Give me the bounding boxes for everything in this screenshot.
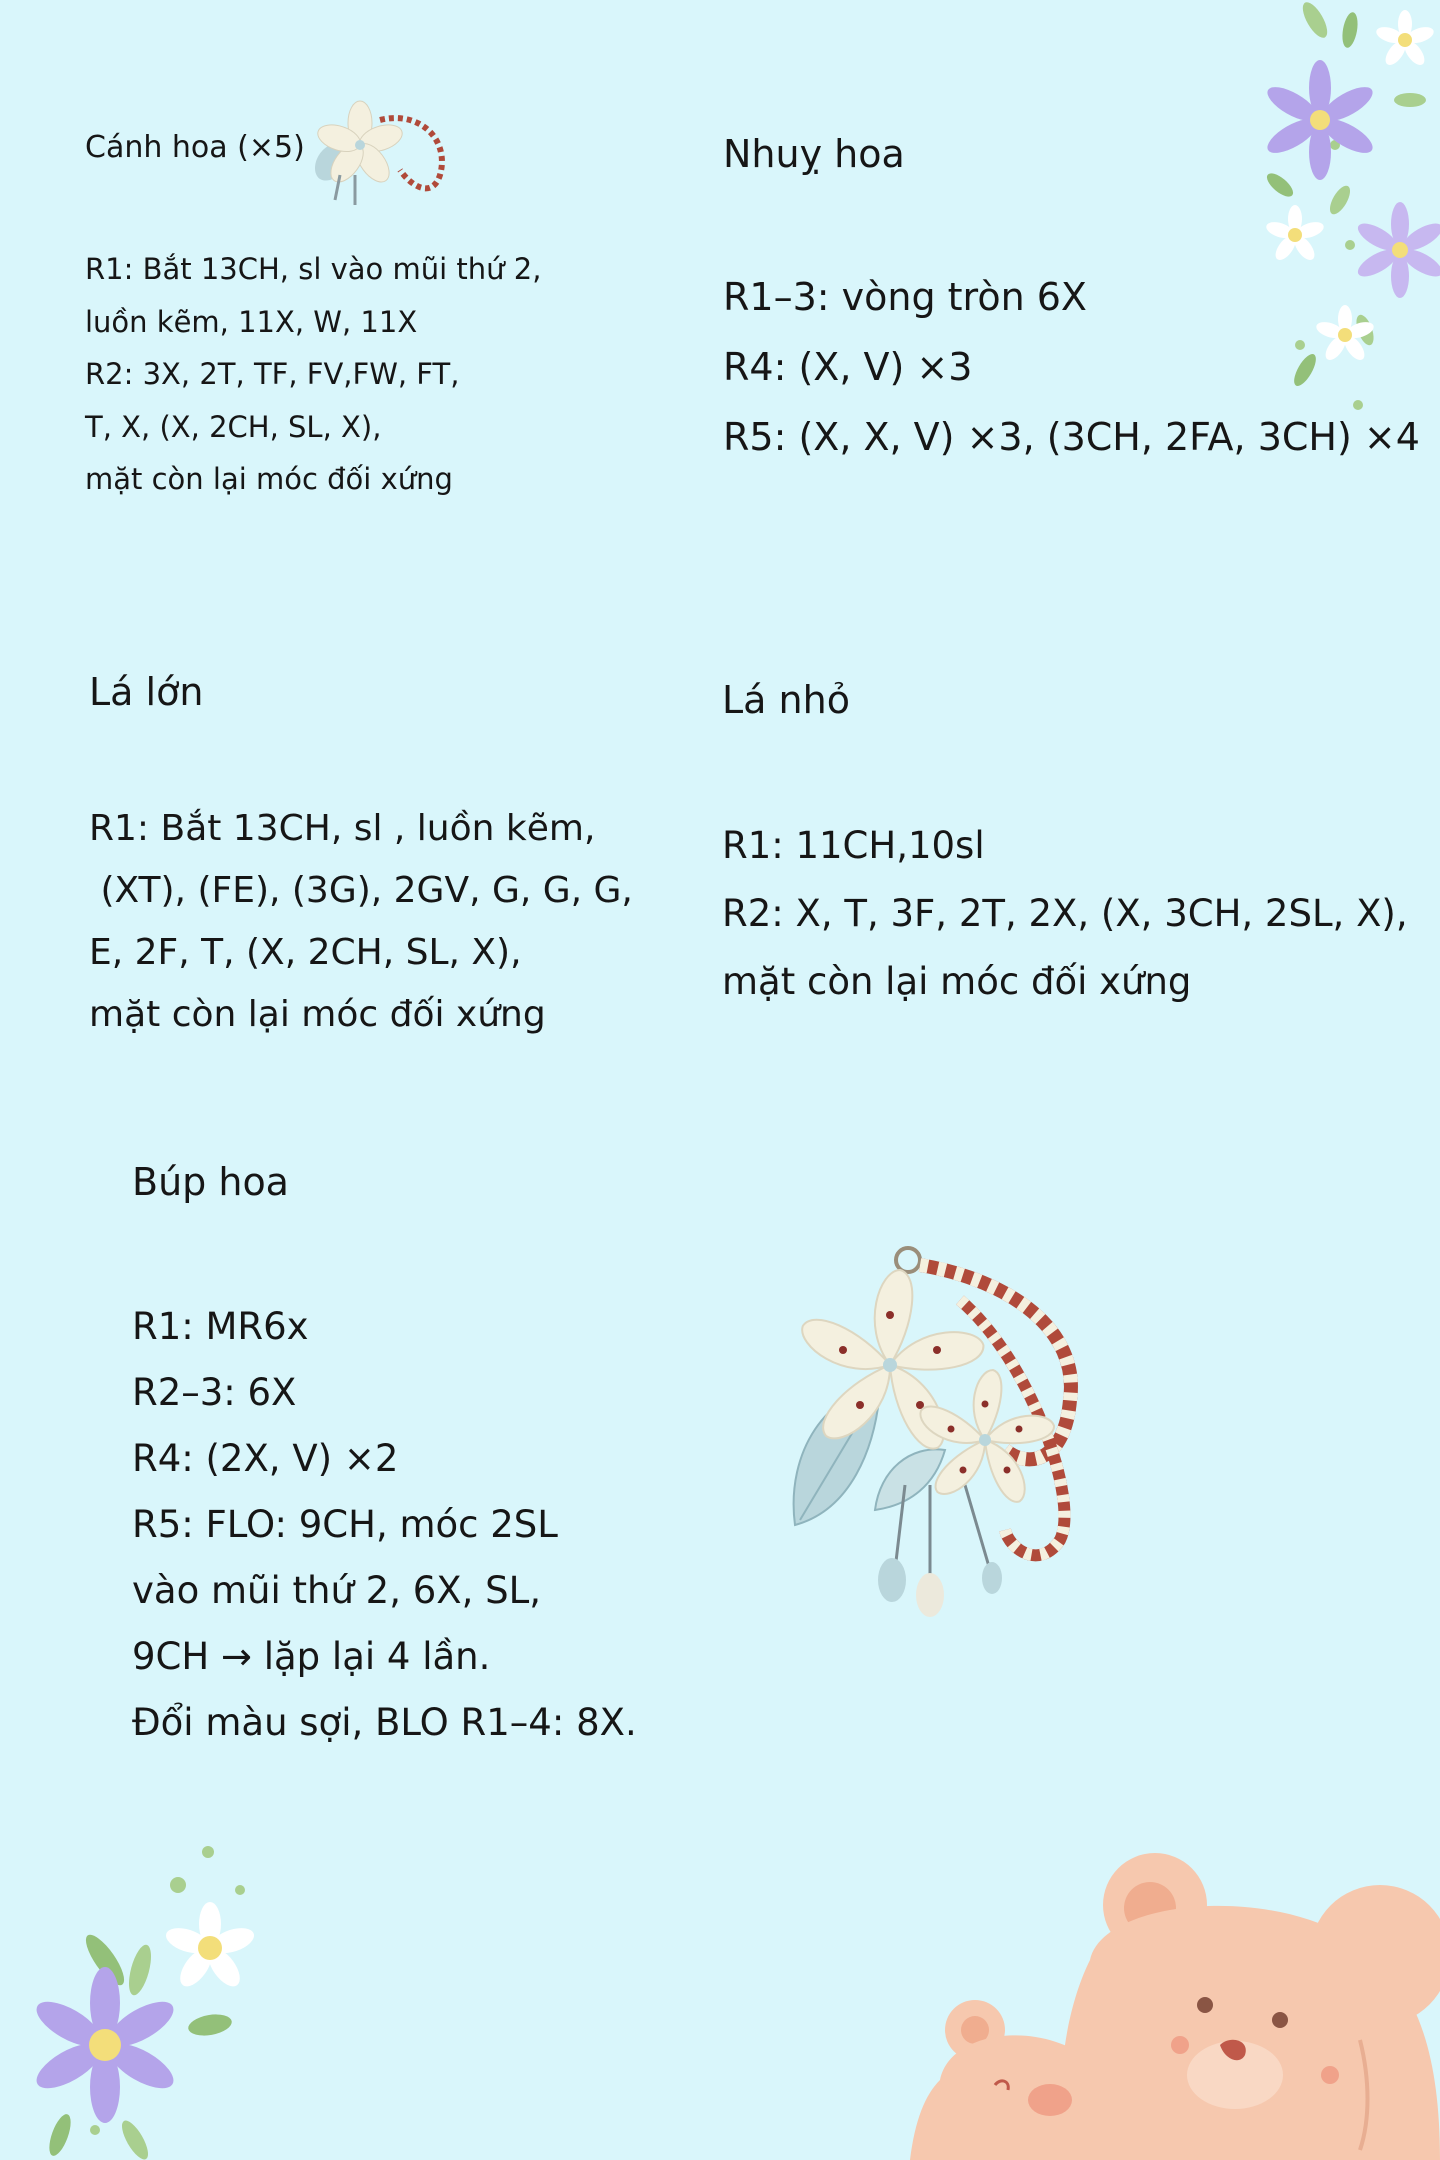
section-title: Lá nhỏ (722, 678, 850, 722)
section-la-lon (89, 670, 633, 1046)
pattern-line: R1: MR6x (132, 1305, 309, 1348)
section-body (722, 812, 1408, 1016)
pattern-line: R2–3: 6X (132, 1371, 297, 1414)
daisy-decoration-top-right (1240, 0, 1440, 420)
section-body (89, 798, 633, 1046)
section-title: Cánh hoa (×5) (85, 130, 305, 165)
section-body (85, 243, 541, 506)
pattern-line: R5: (X, X, V) ×3, (3CH, 2FA, 3CH) ×4 (723, 415, 1420, 459)
section-body (132, 1294, 637, 1756)
section-bup-hoa (132, 1160, 637, 1756)
small-flower-photo (300, 100, 450, 215)
pattern-line: R4: (X, V) ×3 (723, 345, 973, 389)
section-la-nho (722, 678, 1408, 1016)
pattern-line: R1–3: vòng tròn 6X (723, 275, 1087, 319)
pattern-line: (XT), (FE), (3G), 2GV, G, G, G, (89, 870, 633, 911)
pattern-line: 9CH → lặp lại 4 lần. (132, 1635, 491, 1678)
pattern-line: R1: Bắt 13CH, sl , luồn kẽm, (89, 808, 596, 849)
crochet-flower-keychain-photo (780, 1240, 1180, 1640)
section-title: Lá lớn (89, 670, 204, 714)
pattern-line: mặt còn lại móc đối xứng (722, 960, 1192, 1003)
pattern-line: R4: (2X, V) ×2 (132, 1437, 399, 1480)
pattern-line: E, 2F, T, (X, 2CH, SL, X), (89, 932, 522, 973)
pattern-line: vào mũi thứ 2, 6X, SL, (132, 1569, 542, 1612)
pattern-line: R2: 3X, 2T, TF, FV,FW, FT, (85, 357, 460, 391)
daisy-decoration-bottom-left (0, 1830, 280, 2160)
pattern-line: R5: FLO: 9CH, móc 2SL (132, 1503, 558, 1546)
pattern-line: luồn kẽm, 11X, W, 11X (85, 304, 418, 339)
pattern-line: R2: X, T, 3F, 2T, 2X, (X, 3CH, 2SL, X), (722, 892, 1408, 935)
section-title: Búp hoa (132, 1160, 289, 1204)
section-title: Nhuỵ hoa (723, 132, 905, 176)
pattern-line: mặt còn lại móc đối xứng (89, 994, 546, 1035)
pattern-line: mặt còn lại móc đối xứng (85, 462, 453, 496)
pattern-line: T, X, (X, 2CH, SL, X), (85, 409, 382, 444)
bear-decoration (900, 1850, 1440, 2160)
pattern-line: R1: 11CH,10sl (722, 824, 985, 867)
pattern-line: Đổi màu sợi, BLO R1–4: 8X. (132, 1701, 637, 1744)
pattern-line: R1: Bắt 13CH, sl vào mũi thứ 2, (85, 252, 542, 286)
